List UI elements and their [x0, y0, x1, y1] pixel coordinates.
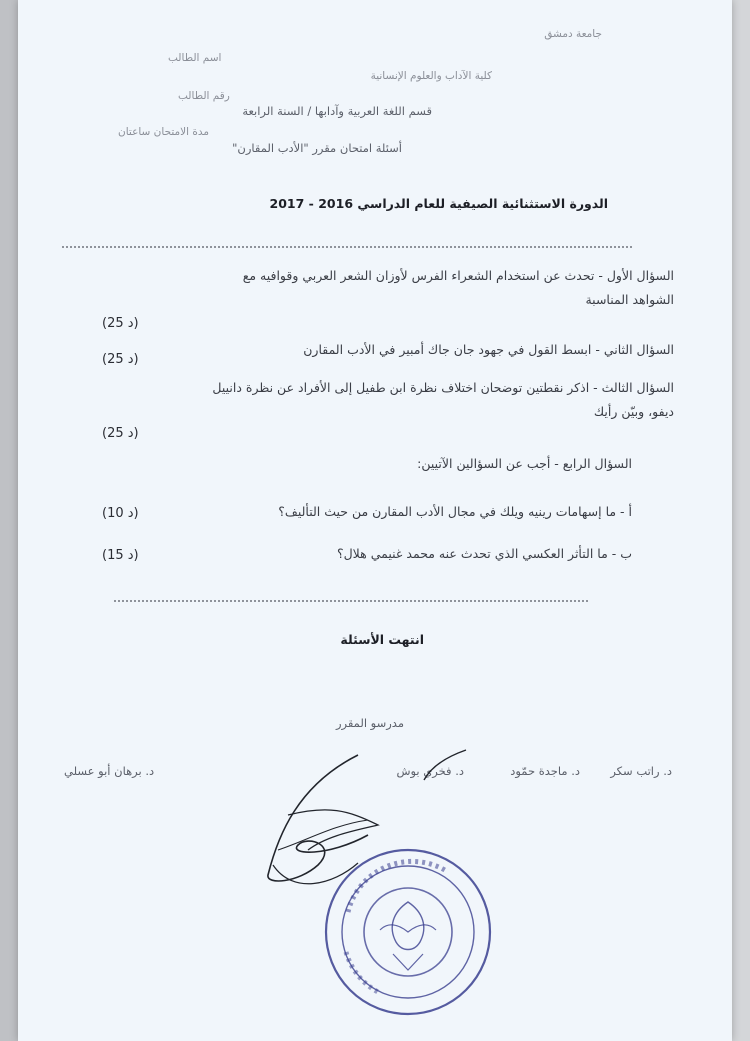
background-edge-left: [0, 0, 18, 1041]
question-4a-marks: (10 د): [102, 506, 139, 521]
questions-divider: [114, 600, 588, 602]
student-name-label: اسم الطالب: [168, 52, 222, 64]
question-1-marks: (25 د): [102, 316, 139, 331]
question-3-line2: ديفو، وبيّن رأيك: [593, 404, 674, 419]
question-3-marks: (25 د): [102, 426, 139, 441]
question-4b-marks: (15 د): [102, 548, 139, 563]
university-seal: [318, 842, 498, 1022]
question-2-line1: السؤال الثاني - ابسط القول في جهود جان جاك أمبير في الأدب المقارن: [303, 342, 674, 357]
student-number-label: رقم الطالب: [178, 90, 230, 102]
end-of-questions: انتهت الأسئلة: [340, 632, 424, 647]
exam-duration-label: مدة الامتحان ساعتان: [118, 126, 210, 138]
session-line: الدورة الاستثنائية الصيفية للعام الدراسي 2016 - 2017: [269, 196, 608, 211]
exam-paper: [18, 0, 732, 1041]
university-name: جامعة دمشق: [544, 28, 602, 40]
instructor-4: د. برهان أبو عسلي: [64, 764, 155, 778]
background-edge-right: [732, 0, 750, 1041]
question-1-line1: السؤال الأول - تحدث عن استخدام الشعراء الفرس لأوزان الشعر العربي وقوافيه مع: [242, 268, 674, 283]
instructor-3: د. فخري بوش: [396, 764, 464, 778]
question-1-line2: الشواهد المناسبة: [585, 292, 674, 307]
question-3-line1: السؤال الثالث - اذكر نقطتين توضحان اختلاف نظرة ابن طفيل إلى الأفراد عن نظرة دانييل: [212, 380, 674, 395]
question-2-marks: (25 د): [102, 352, 139, 367]
question-4b-text: ب - ما التأثر العكسي الذي تحدث عنه محمد غنيمي هلال؟: [336, 546, 632, 561]
header-divider: [62, 246, 632, 248]
faculty-name: كلية الآداب والعلوم الإنسانية: [370, 70, 492, 82]
signature-mark: [416, 745, 476, 785]
instructor-1: د. راتب سكر: [610, 764, 672, 778]
exam-title: أسئلة امتحان مقرر "الأدب المقارن": [232, 141, 402, 155]
question-4a-text: أ - ما إسهامات رينيه ويلك في مجال الأدب المقارن من حيث التأليف؟: [278, 504, 632, 519]
department-name: قسم اللغة العربية وآدابها / السنة الرابعة: [242, 104, 432, 118]
question-4-line1: السؤال الرابع - أجب عن السؤالين الآتيين:: [417, 456, 632, 471]
instructor-2: د. ماجدة حمّود: [510, 764, 580, 778]
instructors-label: مدرسو المقرر: [335, 716, 404, 730]
